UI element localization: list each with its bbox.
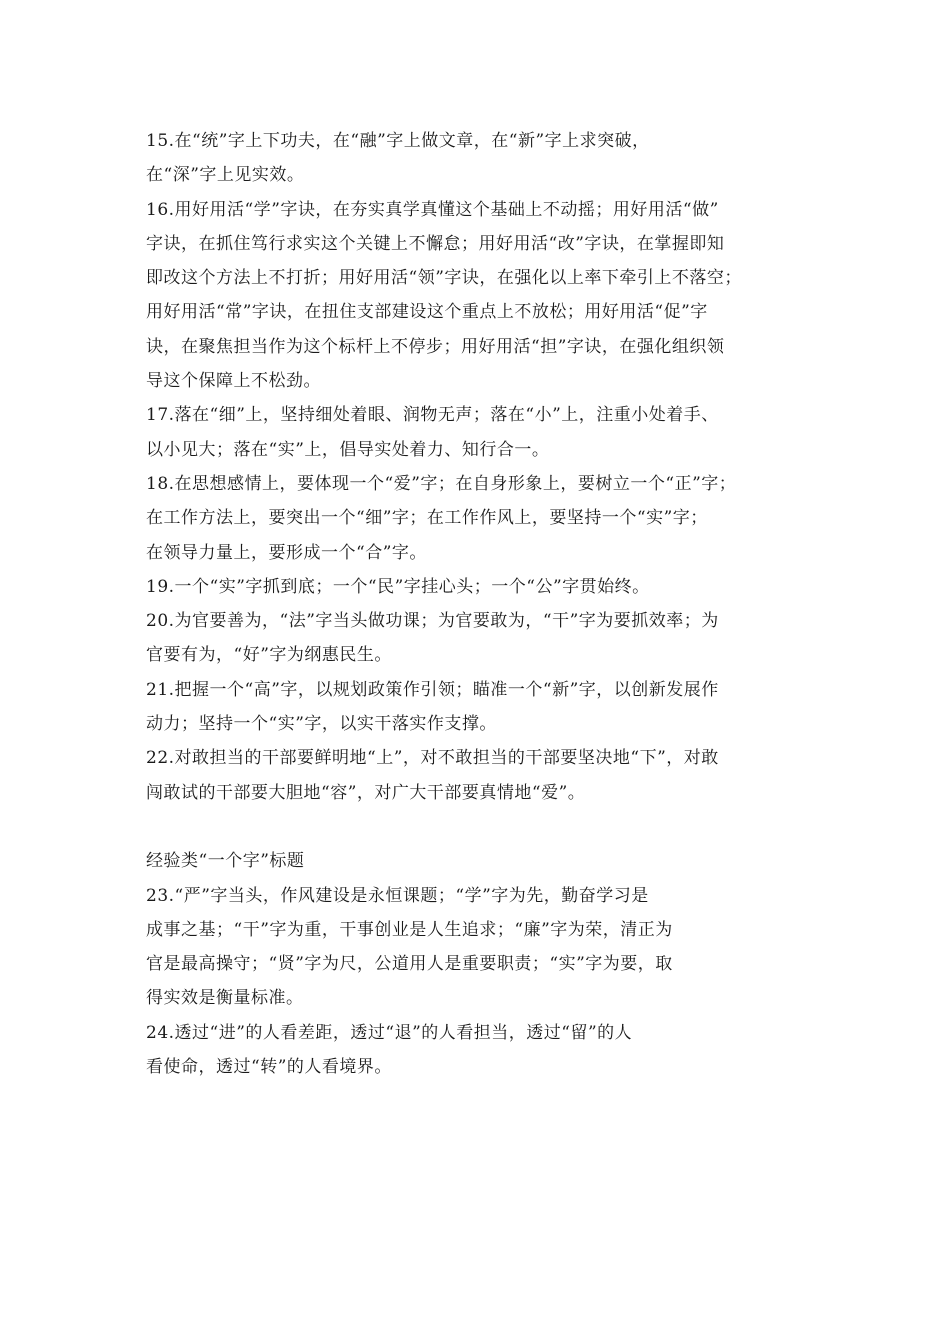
text-line: 官是最高操守；“贤”字为尺，公道用人是重要职责；“实”字为要，取 bbox=[146, 954, 673, 975]
document-body bbox=[146, 124, 826, 1084]
text-line: 闯敢试的干部要大胆地“容”，对广大干部要真情地“爱”。 bbox=[146, 782, 586, 803]
text-line: 成事之基；“干”字为重，干事创业是人生追求；“廉”字为荣，清正为 bbox=[146, 919, 673, 940]
text-line: 16.用好用活“学”字诀，在夯实真学真懂这个基础上不动摇；用好用活“做” bbox=[146, 199, 719, 220]
text-line: 在领导力量上，要形成一个“合”字。 bbox=[146, 542, 427, 563]
text-line: 以小见大；落在“实”上，倡导实处着力、知行合一。 bbox=[146, 439, 550, 460]
text-line: 在“深”字上见实效。 bbox=[146, 165, 305, 186]
text-line: 官要有为，“好”字为纲惠民生。 bbox=[146, 645, 392, 666]
paragraph-gap bbox=[146, 810, 826, 844]
text-line: 21.把握一个“高”字，以规划政策作引领；瞄准一个“新”字，以创新发展作 bbox=[146, 679, 719, 700]
text-line: 导这个保障上不松劲。 bbox=[146, 371, 321, 392]
text-line: 在工作方法上，要突出一个“细”字；在工作作风上，要坚持一个“实”字； bbox=[146, 508, 708, 529]
text-line: 动力；坚持一个“实”字，以实干落实作支撑。 bbox=[146, 714, 497, 735]
text-line: 诀，在聚焦担当作为这个标杆上不停步；用好用活“担”字诀，在强化组织领 bbox=[146, 336, 725, 357]
text-line: 字诀，在抓住笃行求实这个关键上不懈怠；用好用活“改”字诀，在掌握即知 bbox=[146, 233, 725, 254]
text-line: 20.为官要善为，“法”字当头做功课；为官要敢为，“干”字为要抓效率；为 bbox=[146, 611, 719, 632]
text-line: 22.对敢担当的干部要鲜明地“上”，对不敢担当的干部要坚决地“下”，对敢 bbox=[146, 748, 719, 769]
text-line: 23.“严”字当头，作风建设是永恒课题；“学”字为先，勤奋学习是 bbox=[146, 885, 649, 906]
text-line: 即改这个方法上不打折；用好用活“领”字诀，在强化以上率下牵引上不落空； bbox=[146, 268, 742, 289]
text-line: 24.透过“进”的人看差距，透过“退”的人看担当，透过“留”的人 bbox=[146, 1022, 633, 1043]
text-line: 18.在思想感情上，要体现一个“爱”字；在自身形象上，要树立一个“正”字； bbox=[146, 473, 737, 494]
text-line: 17.落在“细”上，坚持细处着眼、润物无声；落在“小”上，注重小处着手、 bbox=[146, 405, 719, 426]
text-line: 用好用活“常”字诀，在扭住支部建设这个重点上不放松；用好用活“促”字 bbox=[146, 302, 708, 323]
section-heading: 经验类“一个字”标题 bbox=[146, 851, 305, 872]
text-line: 15.在“统”字上下功夫，在“融”字上做文章，在“新”字上求突破， bbox=[146, 131, 650, 151]
text-line: 19.一个“实”字抓到底；一个“民”字挂心头；一个“公”字贯始终。 bbox=[146, 576, 650, 597]
text-line: 得实效是衡量标准。 bbox=[146, 988, 304, 1009]
text-line: 看使命，透过“转”的人看境界。 bbox=[146, 1057, 392, 1078]
